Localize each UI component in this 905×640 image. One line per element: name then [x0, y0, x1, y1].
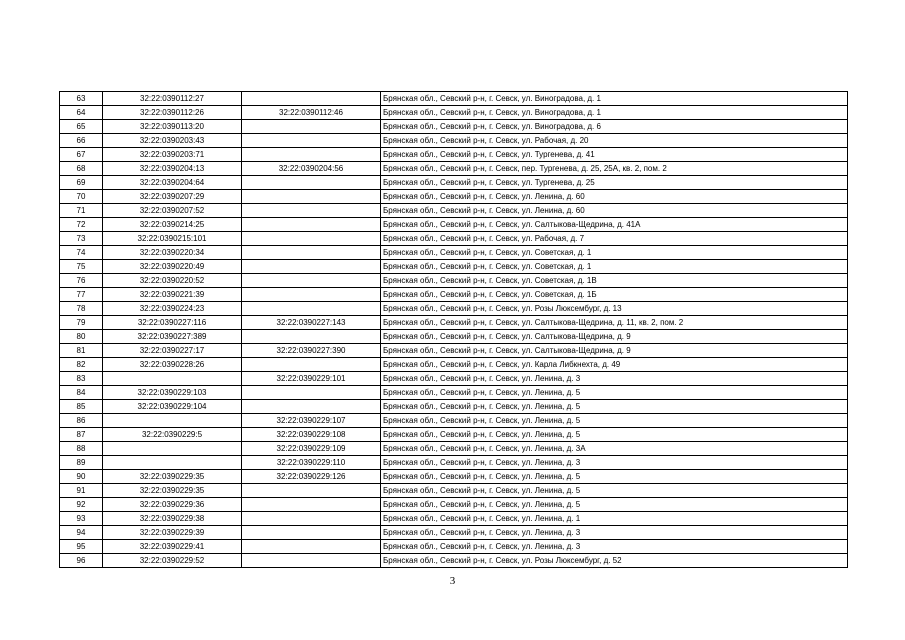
- linked-cadastral-number-cell: [242, 148, 381, 162]
- table-row: [60, 330, 848, 344]
- address-cell: Брянская обл., Севский р-н, г. Севск, ул. Рабочая, д. 7: [381, 232, 848, 246]
- table-row: [60, 400, 848, 414]
- row-number-cell: 95: [60, 540, 103, 554]
- cadastral-number-cell: 32:22:0390220:34: [103, 246, 242, 260]
- linked-cadastral-number-cell: 32:22:0390229:109: [242, 442, 381, 456]
- cadastral-number-cell: 32:22:0390207:29: [103, 190, 242, 204]
- address-cell: Брянская обл., Севский р-н, г. Севск, ул. Ленина, д. 60: [381, 204, 848, 218]
- address-cell: Брянская обл., Севский р-н, г. Севск, ул. Ленина, д. 1: [381, 512, 848, 526]
- cadastral-number-cell: 32:22:0390229:5: [103, 428, 242, 442]
- row-number-cell: 94: [60, 526, 103, 540]
- address-cell: Брянская обл., Севский р-н, г. Севск, ул. Ленина, д. 5: [381, 470, 848, 484]
- row-number-cell: 96: [60, 554, 103, 568]
- address-cell: Брянская обл., Севский р-н, г. Севск, ул. Ленина, д. 5: [381, 386, 848, 400]
- table-row: [60, 92, 848, 106]
- row-number-cell: 79: [60, 316, 103, 330]
- linked-cadastral-number-cell: [242, 120, 381, 134]
- linked-cadastral-number-cell: [242, 554, 381, 568]
- row-number-cell: 69: [60, 176, 103, 190]
- cadastral-number-cell: 32:22:0390229:41: [103, 540, 242, 554]
- cadastral-number-cell: 32:22:0390229:35: [103, 484, 242, 498]
- cadastral-number-cell: 32:22:0390112:26: [103, 106, 242, 120]
- row-number-cell: 66: [60, 134, 103, 148]
- table-row: [60, 526, 848, 540]
- address-cell: Брянская обл., Севский р-н, г. Севск, ул. Виноградова, д. 1: [381, 92, 848, 106]
- table-row: [60, 274, 848, 288]
- row-number-cell: 88: [60, 442, 103, 456]
- table-row: [60, 540, 848, 554]
- address-cell: Брянская обл., Севский р-н, г. Севск, ул. Ленина, д. 5: [381, 484, 848, 498]
- table-row: [60, 358, 848, 372]
- row-number-cell: 82: [60, 358, 103, 372]
- row-number-cell: 90: [60, 470, 103, 484]
- linked-cadastral-number-cell: [242, 512, 381, 526]
- address-cell: Брянская обл., Севский р-н, г. Севск, ул. Советская, д. 1Б: [381, 288, 848, 302]
- row-number-cell: 64: [60, 106, 103, 120]
- linked-cadastral-number-cell: [242, 134, 381, 148]
- linked-cadastral-number-cell: [242, 540, 381, 554]
- linked-cadastral-number-cell: [242, 484, 381, 498]
- linked-cadastral-number-cell: [242, 358, 381, 372]
- row-number-cell: 67: [60, 148, 103, 162]
- row-number-cell: 83: [60, 372, 103, 386]
- cadastral-number-cell: [103, 442, 242, 456]
- row-number-cell: 86: [60, 414, 103, 428]
- linked-cadastral-number-cell: [242, 92, 381, 106]
- address-cell: Брянская обл., Севский р-н, г. Севск, ул. Ленина, д. 3: [381, 540, 848, 554]
- address-cell: Брянская обл., Севский р-н, г. Севск, ул. Виноградова, д. 6: [381, 120, 848, 134]
- row-number-cell: 63: [60, 92, 103, 106]
- linked-cadastral-number-cell: 32:22:0390227:390: [242, 344, 381, 358]
- table-row: [60, 316, 848, 330]
- cadastral-number-cell: 32:22:0390229:39: [103, 526, 242, 540]
- table-row: [60, 246, 848, 260]
- address-cell: Брянская обл., Севский р-н, г. Севск, ул. Карла Либкнехта, д. 49: [381, 358, 848, 372]
- address-cell: Брянская обл., Севский р-н, г. Севск, ул. Розы Люксембург, д. 52: [381, 554, 848, 568]
- row-number-cell: 93: [60, 512, 103, 526]
- table-row: [60, 386, 848, 400]
- cadastral-number-cell: 32:22:0390228:26: [103, 358, 242, 372]
- cadastral-number-cell: 32:22:0390204:64: [103, 176, 242, 190]
- row-number-cell: 73: [60, 232, 103, 246]
- cadastral-number-cell: [103, 456, 242, 470]
- cadastral-number-cell: 32:22:0390203:43: [103, 134, 242, 148]
- cadastral-number-cell: 32:22:0390229:104: [103, 400, 242, 414]
- address-cell: Брянская обл., Севский р-н, г. Севск, ул. Ленина, д. 5: [381, 498, 848, 512]
- linked-cadastral-number-cell: [242, 260, 381, 274]
- address-cell: Брянская обл., Севский р-н, г. Севск, ул. Ленина, д. 5: [381, 428, 848, 442]
- cadastral-number-cell: 32:22:0390229:38: [103, 512, 242, 526]
- linked-cadastral-number-cell: [242, 288, 381, 302]
- table-row: [60, 162, 848, 176]
- table-row: [60, 414, 848, 428]
- row-number-cell: 71: [60, 204, 103, 218]
- linked-cadastral-number-cell: [242, 232, 381, 246]
- table-row: [60, 106, 848, 120]
- table-row: [60, 148, 848, 162]
- row-number-cell: 78: [60, 302, 103, 316]
- linked-cadastral-number-cell: [242, 246, 381, 260]
- row-number-cell: 92: [60, 498, 103, 512]
- row-number-cell: 89: [60, 456, 103, 470]
- cadastral-number-cell: 32:22:0390229:103: [103, 386, 242, 400]
- linked-cadastral-number-cell: 32:22:0390229:110: [242, 456, 381, 470]
- table-row: [60, 512, 848, 526]
- address-cell: Брянская обл., Севский р-н, г. Севск, ул. Советская, д. 1: [381, 246, 848, 260]
- linked-cadastral-number-cell: [242, 190, 381, 204]
- page-number: 3: [449, 575, 456, 587]
- table-row: [60, 428, 848, 442]
- linked-cadastral-number-cell: 32:22:0390229:101: [242, 372, 381, 386]
- cadastral-number-cell: 32:22:0390227:17: [103, 344, 242, 358]
- table-row: [60, 120, 848, 134]
- table-row: [60, 484, 848, 498]
- table-row: [60, 470, 848, 484]
- linked-cadastral-number-cell: [242, 218, 381, 232]
- row-number-cell: 91: [60, 484, 103, 498]
- table-row: [60, 204, 848, 218]
- row-number-cell: 65: [60, 120, 103, 134]
- row-number-cell: 68: [60, 162, 103, 176]
- cadastral-number-cell: [103, 414, 242, 428]
- address-cell: Брянская обл., Севский р-н, г. Севск, ул. Ленина, д. 5: [381, 414, 848, 428]
- linked-cadastral-number-cell: [242, 204, 381, 218]
- address-cell: Брянская обл., Севский р-н, г. Севск, ул. Ленина, д. 3: [381, 372, 848, 386]
- table-row: [60, 176, 848, 190]
- table-row: [60, 302, 848, 316]
- linked-cadastral-number-cell: [242, 498, 381, 512]
- cadastral-number-cell: 32:22:0390227:116: [103, 316, 242, 330]
- registry-table-body: [60, 92, 848, 568]
- linked-cadastral-number-cell: [242, 400, 381, 414]
- linked-cadastral-number-cell: 32:22:0390204:56: [242, 162, 381, 176]
- cadastral-number-cell: 32:22:0390204:13: [103, 162, 242, 176]
- row-number-cell: 72: [60, 218, 103, 232]
- linked-cadastral-number-cell: 32:22:0390229:126: [242, 470, 381, 484]
- table-row: [60, 344, 848, 358]
- address-cell: Брянская обл., Севский р-н, г. Севск, ул. Тургенева, д. 25: [381, 176, 848, 190]
- address-cell: Брянская обл., Севский р-н, г. Севск, ул. Салтыкова-Щедрина, д. 9: [381, 330, 848, 344]
- table-row: [60, 456, 848, 470]
- linked-cadastral-number-cell: [242, 386, 381, 400]
- linked-cadastral-number-cell: 32:22:0390227:143: [242, 316, 381, 330]
- cadastral-number-cell: 32:22:0390113:20: [103, 120, 242, 134]
- row-number-cell: 85: [60, 400, 103, 414]
- row-number-cell: 75: [60, 260, 103, 274]
- cadastral-number-cell: 32:22:0390220:49: [103, 260, 242, 274]
- linked-cadastral-number-cell: [242, 302, 381, 316]
- table-row: [60, 442, 848, 456]
- address-cell: Брянская обл., Севский р-н, г. Севск, ул. Ленина, д. 60: [381, 190, 848, 204]
- table-row: [60, 260, 848, 274]
- cadastral-number-cell: 32:22:0390229:52: [103, 554, 242, 568]
- table-row: [60, 190, 848, 204]
- linked-cadastral-number-cell: 32:22:0390229:107: [242, 414, 381, 428]
- table-row: [60, 218, 848, 232]
- row-number-cell: 81: [60, 344, 103, 358]
- cadastral-number-cell: 32:22:0390229:35: [103, 470, 242, 484]
- cadastral-number-cell: 32:22:0390221:39: [103, 288, 242, 302]
- table-row: [60, 232, 848, 246]
- cadastral-number-cell: 32:22:0390112:27: [103, 92, 242, 106]
- table-row: [60, 554, 848, 568]
- cadastral-number-cell: 32:22:0390224:23: [103, 302, 242, 316]
- table-row: [60, 288, 848, 302]
- address-cell: Брянская обл., Севский р-н, г. Севск, ул. Розы Люксембург, д. 13: [381, 302, 848, 316]
- address-cell: Брянская обл., Севский р-н, г. Севск, ул. Ленина, д. 3: [381, 456, 848, 470]
- row-number-cell: 70: [60, 190, 103, 204]
- address-cell: Брянская обл., Севский р-н, г. Севск, ул. Салтыкова-Щедрина, д. 11, кв. 2, пом. 2: [381, 316, 848, 330]
- linked-cadastral-number-cell: [242, 176, 381, 190]
- address-cell: Брянская обл., Севский р-н, г. Севск, ул. Советская, д. 1: [381, 260, 848, 274]
- address-cell: Брянская обл., Севский р-н, г. Севск, ул. Виноградова, д. 1: [381, 106, 848, 120]
- cadastral-number-cell: 32:22:0390229:36: [103, 498, 242, 512]
- linked-cadastral-number-cell: [242, 274, 381, 288]
- row-number-cell: 84: [60, 386, 103, 400]
- cadastral-number-cell: 32:22:0390214:25: [103, 218, 242, 232]
- address-cell: Брянская обл., Севский р-н, г. Севск, ул. Салтыкова-Щедрина, д. 41А: [381, 218, 848, 232]
- table-row: [60, 498, 848, 512]
- row-number-cell: 77: [60, 288, 103, 302]
- table-row: [60, 372, 848, 386]
- cadastral-number-cell: 32:22:0390220:52: [103, 274, 242, 288]
- cadastral-number-cell: 32:22:0390207:52: [103, 204, 242, 218]
- address-cell: Брянская обл., Севский р-н, г. Севск, ул. Ленина, д. 3А: [381, 442, 848, 456]
- row-number-cell: 87: [60, 428, 103, 442]
- address-cell: Брянская обл., Севский р-н, г. Севск, пер. Тургенева, д. 25, 25А, кв. 2, пом. 2: [381, 162, 848, 176]
- row-number-cell: 74: [60, 246, 103, 260]
- linked-cadastral-number-cell: 32:22:0390229:108: [242, 428, 381, 442]
- linked-cadastral-number-cell: [242, 330, 381, 344]
- address-cell: Брянская обл., Севский р-н, г. Севск, ул. Советская, д. 1В: [381, 274, 848, 288]
- row-number-cell: 76: [60, 274, 103, 288]
- linked-cadastral-number-cell: [242, 526, 381, 540]
- cadastral-number-cell: [103, 372, 242, 386]
- address-cell: Брянская обл., Севский р-н, г. Севск, ул. Рабочая, д. 20: [381, 134, 848, 148]
- address-cell: Брянская обл., Севский р-н, г. Севск, ул. Салтыкова-Щедрина, д. 9: [381, 344, 848, 358]
- address-cell: Брянская обл., Севский р-н, г. Севск, ул. Ленина, д. 5: [381, 400, 848, 414]
- linked-cadastral-number-cell: 32:22:0390112:46: [242, 106, 381, 120]
- address-cell: Брянская обл., Севский р-н, г. Севск, ул. Тургенева, д. 41: [381, 148, 848, 162]
- cadastral-number-cell: 32:22:0390203:71: [103, 148, 242, 162]
- row-number-cell: 80: [60, 330, 103, 344]
- cadastral-number-cell: 32:22:0390215:101: [103, 232, 242, 246]
- cadastral-number-cell: 32:22:0390227:389: [103, 330, 242, 344]
- registry-table: [59, 91, 848, 568]
- table-row: [60, 134, 848, 148]
- address-cell: Брянская обл., Севский р-н, г. Севск, ул. Ленина, д. 3: [381, 526, 848, 540]
